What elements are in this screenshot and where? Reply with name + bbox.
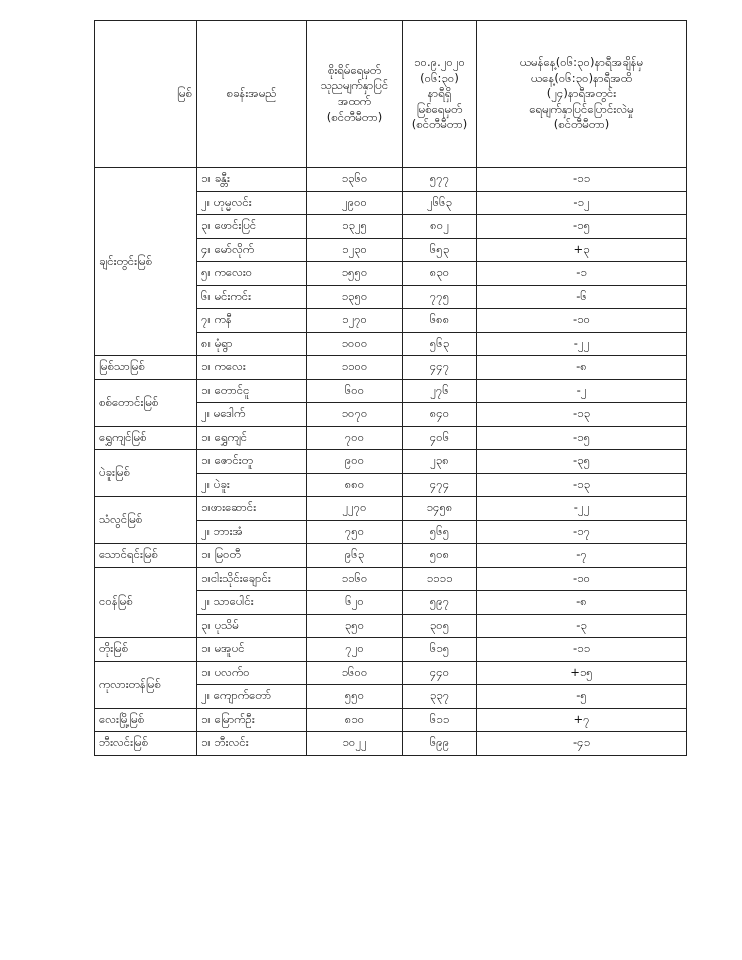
station-name-cell: ၈။ မုံရွာ (197, 332, 307, 356)
header-river: မြစ် (95, 21, 197, 168)
level-change-cell: -၁၅ (477, 426, 687, 450)
table-row (95, 661, 687, 685)
level-change-cell: -၃ (477, 614, 687, 638)
danger-level-cell: ၁၀၇၀ (307, 403, 403, 427)
level-change-cell: -၁၃ (477, 403, 687, 427)
level-change-cell: -၂၂ (477, 497, 687, 521)
level-change-cell: +၁၅ (477, 661, 687, 685)
level-change-cell: -၁၀ (477, 567, 687, 591)
level-change-cell: -၁၀ (477, 309, 687, 333)
current-level-cell: ၅၆၃ (403, 332, 477, 356)
station-name-cell: ၁။ မြောက်ဦး (197, 708, 307, 732)
danger-level-cell: ၂၉၀၀ (307, 191, 403, 215)
river-level-table (94, 20, 687, 756)
current-level-cell: ၈၄၀ (403, 403, 477, 427)
current-level-cell: ၄၄၀ (403, 661, 477, 685)
table-row (95, 426, 687, 450)
level-change-cell: -၄၁ (477, 732, 687, 756)
danger-level-cell: ၁၁၀၀ (307, 356, 403, 380)
header-danger-level: စိုးရိမ်ရေမှတ် သုညမျက်နှာပြင် အထက် (စင်တီမီတာ) (307, 21, 403, 168)
current-level-cell: ၈၀၂ (403, 215, 477, 239)
danger-level-cell: ၁၀၂၂ (307, 732, 403, 756)
river-name-cell: တိုးမြစ် (95, 638, 197, 662)
danger-level-cell: ၁၃၂၅ (307, 215, 403, 239)
level-change-cell: -၅ (477, 685, 687, 709)
danger-level-cell: ၆၂၀ (307, 591, 403, 615)
station-name-cell: ၂။ ကျောက်တော် (197, 685, 307, 709)
danger-level-cell: ၃၅၀ (307, 614, 403, 638)
danger-level-cell: ၂၂၇၀ (307, 497, 403, 521)
level-change-cell: +၇ (477, 708, 687, 732)
table-row (95, 497, 687, 521)
station-name-cell: ၂။ မဒေါက် (197, 403, 307, 427)
station-name-cell: ၁။ တောင်ငူ (197, 379, 307, 403)
station-name-cell: ၁။ဖားဆောင်း (197, 497, 307, 521)
station-name-cell: ၁။ မအူပင် (197, 638, 307, 662)
danger-level-cell: ၁၂၃၀ (307, 238, 403, 262)
current-level-cell: ၅၆၅ (403, 520, 477, 544)
river-name-cell: ကုလားတန်မြစ် (95, 661, 197, 708)
station-name-cell: ၂။ ဟုမ္မလင်း (197, 191, 307, 215)
level-change-cell: -၁၅ (477, 215, 687, 239)
station-name-cell: ၁။ ဇောင်းတူ (197, 450, 307, 474)
current-level-cell: ၆၉၉ (403, 732, 477, 756)
danger-level-cell: ၁၃၆၀ (307, 168, 403, 192)
danger-level-cell: ၇၀၀ (307, 426, 403, 450)
table-row (95, 450, 687, 474)
station-name-cell: ၁။ငါးသိုင်းချောင်း (197, 567, 307, 591)
table-row (95, 732, 687, 756)
station-name-cell: ၆။ မင်းကင်း (197, 285, 307, 309)
level-change-cell: -၁ (477, 262, 687, 286)
danger-level-cell: ၁၅၅၀ (307, 262, 403, 286)
station-name-cell: ၁။ ဘီးလင်း (197, 732, 307, 756)
table-row (95, 638, 687, 662)
current-level-cell: ၅၇၇ (403, 168, 477, 192)
header-current-level: ၁၀.၉.၂၀၂၀ (၀၆:၃၀) နာရီရှိ မြစ်ရေမှတ် (စင်တီမီတာ) (403, 21, 477, 168)
danger-level-cell: ၅၅၀ (307, 685, 403, 709)
current-level-cell: ၃၃၇ (403, 685, 477, 709)
river-name-cell: စစ်တောင်းမြစ် (95, 379, 197, 426)
danger-level-cell: ၁၁၆၀ (307, 567, 403, 591)
danger-level-cell: ၁၀၀၀ (307, 332, 403, 356)
river-name-cell: ရွှေကျင်မြစ် (95, 426, 197, 450)
station-name-cell: ၁။ ရွှေကျင် (197, 426, 307, 450)
current-level-cell: ၄၀၆ (403, 426, 477, 450)
river-name-cell: ပဲခူးမြစ် (95, 450, 197, 497)
river-name-cell: ချင်းတွင်းမြစ် (95, 168, 197, 356)
table-row (95, 567, 687, 591)
station-name-cell: ၁။ ပလက်ဝ (197, 661, 307, 685)
table-row (95, 708, 687, 732)
danger-level-cell: ၈၈၀ (307, 473, 403, 497)
danger-level-cell: ၆၀၀ (307, 379, 403, 403)
level-change-cell: +၃ (477, 238, 687, 262)
current-level-cell: ၂၃၈ (403, 450, 477, 474)
table-row (95, 168, 687, 192)
station-name-cell: ၃။ ပုသိမ် (197, 614, 307, 638)
current-level-cell: ၁၁၁၁ (403, 567, 477, 591)
level-change-cell: -၁၃ (477, 473, 687, 497)
level-change-cell: -၇ (477, 544, 687, 568)
current-level-cell: ၆၁၅ (403, 638, 477, 662)
current-level-cell: ၅၀၈ (403, 544, 477, 568)
station-name-cell: ၅။ ကလေးဝ (197, 262, 307, 286)
danger-level-cell: ၉၀၀ (307, 450, 403, 474)
station-name-cell: ၂။ သာပေါင်း (197, 591, 307, 615)
current-level-cell: ၅၉၇ (403, 591, 477, 615)
current-level-cell: ၁၄၅၈ (403, 497, 477, 521)
current-level-cell: ၄၄၇ (403, 356, 477, 380)
level-change-cell: -၂ (477, 379, 687, 403)
station-name-cell: ၂။ ဘားအံ (197, 520, 307, 544)
current-level-cell: ၃၀၅ (403, 614, 477, 638)
station-name-cell: ၁။ ကလေး (197, 356, 307, 380)
current-level-cell: ၂၆၆၃ (403, 191, 477, 215)
river-name-cell: လေးမြို့မြစ် (95, 708, 197, 732)
current-level-cell: ၆၁၁ (403, 708, 477, 732)
station-name-cell: ၃။ ဖောင်းပြင် (197, 215, 307, 239)
level-change-cell: -၁၂ (477, 191, 687, 215)
current-level-cell: ၇၇၅ (403, 285, 477, 309)
table-row (95, 356, 687, 380)
header-station: စခန်းအမည် (197, 21, 307, 168)
station-name-cell: ၇။ ကနီ (197, 309, 307, 333)
level-change-cell: -၆ (477, 285, 687, 309)
danger-level-cell: ၁၆၀၀ (307, 661, 403, 685)
river-name-cell: ဘီးလင်းမြစ် (95, 732, 197, 756)
station-name-cell: ၁။ ခန္တီး (197, 168, 307, 192)
danger-level-cell: ၉၆၃ (307, 544, 403, 568)
level-change-cell: -၃၅ (477, 450, 687, 474)
station-name-cell: ၄။ မော်လိုက် (197, 238, 307, 262)
table-row (95, 544, 687, 568)
current-level-cell: ၄၇၄ (403, 473, 477, 497)
header-row (95, 21, 687, 168)
current-level-cell: ၈၃၀ (403, 262, 477, 286)
danger-level-cell: ၁၃၅၀ (307, 285, 403, 309)
river-name-cell: ငဝန်မြစ် (95, 567, 197, 638)
river-name-cell: မြစ်သာမြစ် (95, 356, 197, 380)
river-name-cell: သံလွင်မြစ် (95, 497, 197, 544)
river-name-cell: သောင်ရင်းမြစ် (95, 544, 197, 568)
level-change-cell: -၁၁ (477, 168, 687, 192)
current-level-cell: ၆၅၃ (403, 238, 477, 262)
level-change-cell: -၈ (477, 356, 687, 380)
level-change-cell: -၈ (477, 591, 687, 615)
level-change-cell: -၁၁ (477, 638, 687, 662)
danger-level-cell: ၁၂၇၀ (307, 309, 403, 333)
table-row (95, 379, 687, 403)
danger-level-cell: ၇၂၀ (307, 638, 403, 662)
level-change-cell: -၂၂ (477, 332, 687, 356)
table-body (95, 168, 687, 756)
current-level-cell: ၂၇၆ (403, 379, 477, 403)
danger-level-cell: ၇၅၀ (307, 520, 403, 544)
level-change-cell: -၁၇ (477, 520, 687, 544)
current-level-cell: ၆၈၈ (403, 309, 477, 333)
header-24h-change: ယမန်နေ့(၀၆:၃၀)နာရီအချိန်မှ ယနေ့(၀၆:၃၀)နာရီအထိ (၂၄)နာရီအတွင်း ရေမျက်နှာပြင်ပြောင်းလဲမှု (စင်တီမီတာ) (477, 21, 687, 168)
station-name-cell: ၂။ ပဲခူး (197, 473, 307, 497)
danger-level-cell: ၈၁၀ (307, 708, 403, 732)
station-name-cell: ၁။ မြဝတီ (197, 544, 307, 568)
